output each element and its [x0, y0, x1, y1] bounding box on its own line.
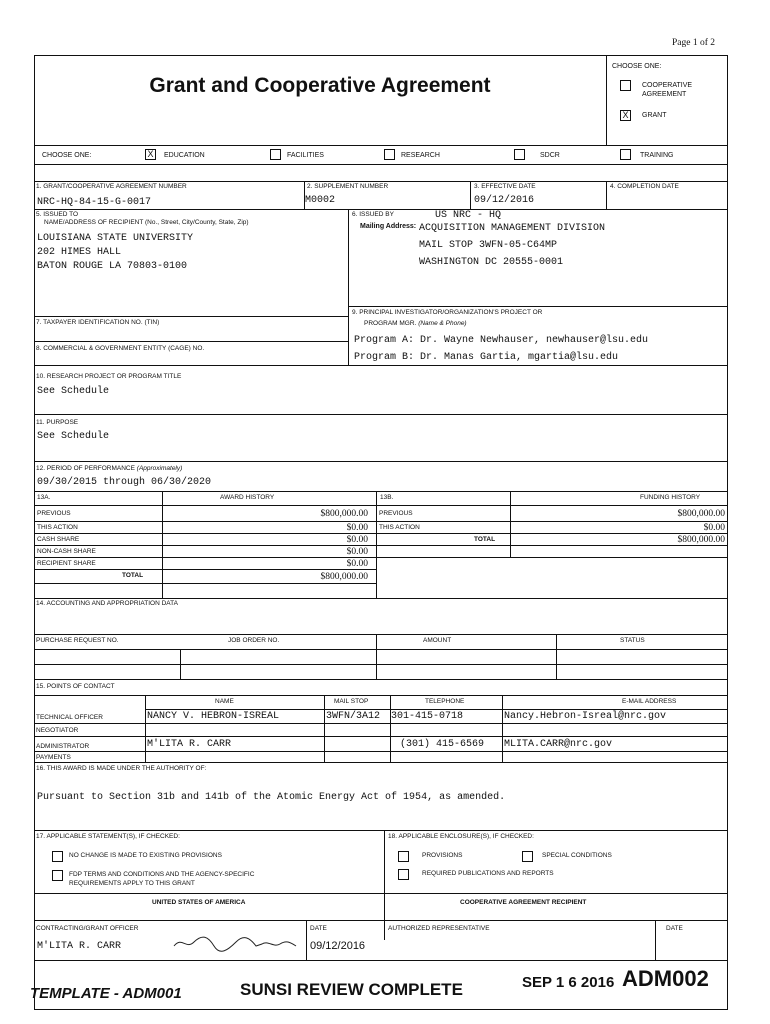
agreement-number-label: 1. GRANT/COOPERATIVE AGREEMENT NUMBER [36, 183, 187, 190]
funding-previous-label: PREVIOUS [379, 510, 413, 517]
project-title: See Schedule [37, 386, 110, 397]
recipient-line-2: 202 HIMES HALL [37, 247, 122, 258]
supplement-number-label: 2. SUPPLEMENT NUMBER [307, 183, 389, 190]
category-label: CHOOSE ONE: [42, 152, 92, 159]
award-recipient-share-label: RECIPIENT SHARE [37, 560, 96, 567]
funding-history-col: 13B. [380, 494, 394, 501]
period-label: 12. PERIOD OF PERFORMANCE (Approximately) [36, 465, 183, 472]
fdp-terms-label: FDP TERMS AND CONDITIONS AND THE AGENCY-SPECIFIC [69, 871, 255, 878]
program-manager-label: PROGRAM MGR. (Name & Phone) [364, 320, 467, 327]
award-cash-share-value: $0.00 [346, 535, 368, 545]
award-total-label: TOTAL [122, 572, 144, 579]
contact-name-header: NAME [215, 698, 234, 705]
program-b: Program B: Dr. Manas Gartia, mgartia@lsu.edu [354, 352, 619, 363]
purchase-request-header: PURCHASE REQUEST NO. [36, 637, 119, 644]
payments-label: PAYMENTS [36, 754, 71, 761]
recipient-line-3: BATON ROUGE LA 70803-0100 [37, 261, 188, 272]
applicable-enclosures-label: 18. APPLICABLE ENCLOSURE(S), IF CHECKED: [388, 833, 534, 840]
award-recipient-share-value: $0.00 [346, 559, 368, 569]
purpose-label: 11. PURPOSE [36, 419, 79, 426]
research-checkbox[interactable] [384, 149, 395, 160]
adm-code-stamp: ADM002 [622, 966, 709, 991]
applicable-statements-label: 17. APPLICABLE STATEMENT(S), IF CHECKED: [36, 833, 180, 840]
taxpayer-id-label: 7. TAXPAYER IDENTIFICATION NO. (TIN) [36, 319, 160, 326]
research-label: RESEARCH [401, 152, 440, 159]
effective-date: 09/12/2016 [474, 195, 535, 206]
purpose: See Schedule [37, 431, 110, 442]
effective-date-label: 3. EFFECTIVE DATE [474, 183, 536, 190]
funding-previous-value: $800,000.00 [677, 509, 725, 519]
funding-history-header: FUNDING HISTORY [640, 494, 701, 501]
recipient-header: COOPERATIVE AGREEMENT RECIPIENT [460, 899, 587, 906]
grant-officer-name: M'LITA R. CARR [37, 941, 122, 952]
issuer-line-3: WASHINGTON DC 20555-0001 [419, 257, 564, 268]
administrator-label: ADMINISTRATOR [36, 743, 90, 750]
award-previous-value: $800,000.00 [320, 509, 368, 519]
authority-statement: Pursuant to Section 31b and 141b of the Atomic Energy Act of 1954, as amended. [37, 792, 506, 803]
contact-email-header: E-MAIL ADDRESS [622, 698, 677, 705]
officer-date: 09/12/2016 [310, 940, 366, 952]
provisions-checkbox[interactable] [398, 851, 409, 862]
education-checkbox[interactable]: X [145, 149, 156, 160]
cooperative-agreement-label: COOPERATIVE AGREEMENT [642, 82, 693, 99]
issuer-line-1: ACQUISITION MANAGEMENT DIVISION [419, 223, 606, 234]
project-title-label: 10. RESEARCH PROJECT OR PROGRAM TITLE [36, 373, 182, 380]
sunsi-stamp: SUNSI REVIEW COMPLETE [240, 980, 463, 999]
fdp-terms-checkbox[interactable] [52, 870, 63, 881]
united-states-header: UNITED STATES OF AMERICA [152, 899, 246, 906]
negotiator-label: NEGOTIATOR [36, 727, 79, 734]
technical-officer-phone: 301-415-0718 [391, 711, 464, 722]
award-previous-label: PREVIOUS [37, 510, 71, 517]
issued-by-label: 6. ISSUED BY [352, 211, 394, 218]
special-conditions-checkbox[interactable] [522, 851, 533, 862]
no-change-label: NO CHANGE IS MADE TO EXISTING PROVISIONS [69, 852, 222, 859]
publications-checkbox[interactable] [398, 869, 409, 880]
page-number: Page 1 of 2 [672, 38, 716, 48]
issuer-line-2: MAIL STOP 3WFN-05-C64MP [419, 240, 558, 251]
completion-date-label: 4. COMPLETION DATE [610, 183, 679, 190]
rep-date-label: DATE [666, 925, 683, 932]
technical-officer-mailstop: 3WFN/3A12 [326, 711, 381, 722]
sdcr-label: SDCR [540, 152, 560, 159]
contact-mailstop-header: MAIL STOP [334, 698, 369, 705]
grant-officer-label: CONTRACTING/GRANT OFFICER [36, 925, 139, 932]
special-conditions-label: SPECIAL CONDITIONS [542, 852, 612, 859]
cooperative-agreement-checkbox[interactable] [620, 80, 631, 91]
funding-total-value: $800,000.00 [677, 535, 725, 545]
date-stamp: SEP 1 6 2016 [522, 974, 615, 991]
status-header: STATUS [620, 637, 645, 644]
funding-this-action-label: THIS ACTION [379, 524, 420, 531]
recipient-line-1: LOUISIANA STATE UNIVERSITY [37, 233, 194, 244]
funding-total-label: TOTAL [474, 536, 496, 543]
authorized-rep-label: AUTHORIZED REPRESENTATIVE [388, 925, 490, 932]
publications-label: REQUIRED PUBLICATIONS AND REPORTS [422, 870, 554, 877]
cage-number-label: 8. COMMERCIAL & GOVERNMENT ENTITY (CAGE) NO. [36, 345, 205, 352]
training-checkbox[interactable] [620, 149, 631, 160]
agreement-type-label: CHOOSE ONE: [612, 63, 662, 70]
supplement-number: M0002 [305, 195, 336, 206]
amount-header: AMOUNT [423, 637, 452, 644]
technical-officer-label: TECHNICAL OFFICER [36, 714, 103, 721]
principal-investigator-label: 9. PRINCIPAL INVESTIGATOR/ORGANIZATION'S PROJECT OR [352, 309, 543, 316]
administrator-name: M'LITA R. CARR [147, 739, 232, 750]
mailing-address-label: Mailing Address: [360, 223, 417, 230]
administrator-phone: (301) 415-6569 [400, 739, 485, 750]
officer-date-label: DATE [310, 925, 327, 932]
award-this-action-label: THIS ACTION [37, 524, 78, 531]
form-title: Grant and Cooperative Agreement [149, 74, 491, 97]
sdcr-checkbox[interactable] [514, 149, 525, 160]
issuer-name: US NRC - HQ [435, 210, 502, 221]
issued-to-label: 5. ISSUED TO [36, 211, 79, 218]
program-a: Program A: Dr. Wayne Newhauser, newhauser@lsu.edu [354, 335, 649, 346]
recipient-address-label: NAME/ADDRESS OF RECIPIENT (No., Street, City/County, State, Zip) [44, 219, 249, 226]
administrator-email: MLITA.CARR@nrc.gov [504, 739, 613, 750]
grant-label: GRANT [642, 112, 667, 119]
funding-this-action-value: $0.00 [703, 523, 725, 533]
template-stamp: TEMPLATE - ADM001 [30, 985, 182, 1002]
facilities-checkbox[interactable] [270, 149, 281, 160]
award-this-action-value: $0.00 [346, 523, 368, 533]
period-of-performance: 09/30/2015 through 06/30/2020 [37, 477, 212, 488]
facilities-label: FACILITIES [287, 152, 324, 159]
technical-officer-name: NANCY V. HEBRON-ISREAL [147, 711, 280, 722]
fdp-terms-label-2: REQUIREMENTS APPLY TO THIS GRANT [69, 880, 195, 887]
award-cash-share-label: CASH SHARE [37, 536, 80, 543]
technical-officer-email: Nancy.Hebron-Isreal@nrc.gov [504, 711, 667, 722]
grant-checkbox[interactable]: X [620, 110, 631, 121]
education-label: EDUCATION [164, 152, 205, 159]
contact-phone-header: TELEPHONE [425, 698, 465, 705]
award-noncash-share-value: $0.00 [346, 547, 368, 557]
job-order-header: JOB ORDER NO. [228, 637, 280, 644]
provisions-label: PROVISIONS [422, 852, 463, 859]
award-history-header: AWARD HISTORY [220, 494, 275, 501]
signature-scribble [170, 932, 300, 954]
award-noncash-share-label: NON-CASH SHARE [37, 548, 96, 555]
no-change-checkbox[interactable] [52, 851, 63, 862]
contacts-label: 15. POINTS OF CONTACT [36, 683, 115, 690]
award-history-col: 13A. [37, 494, 51, 501]
authority-label: 16. THIS AWARD IS MADE UNDER THE AUTHORITY OF: [36, 765, 207, 772]
accounting-label: 14. ACCOUNTING AND APPROPRIATION DATA [36, 600, 178, 607]
training-label: TRAINING [640, 152, 674, 159]
award-total-value: $800,000.00 [320, 572, 368, 582]
agreement-number: NRC-HQ-84-15-G-0017 [37, 197, 152, 208]
